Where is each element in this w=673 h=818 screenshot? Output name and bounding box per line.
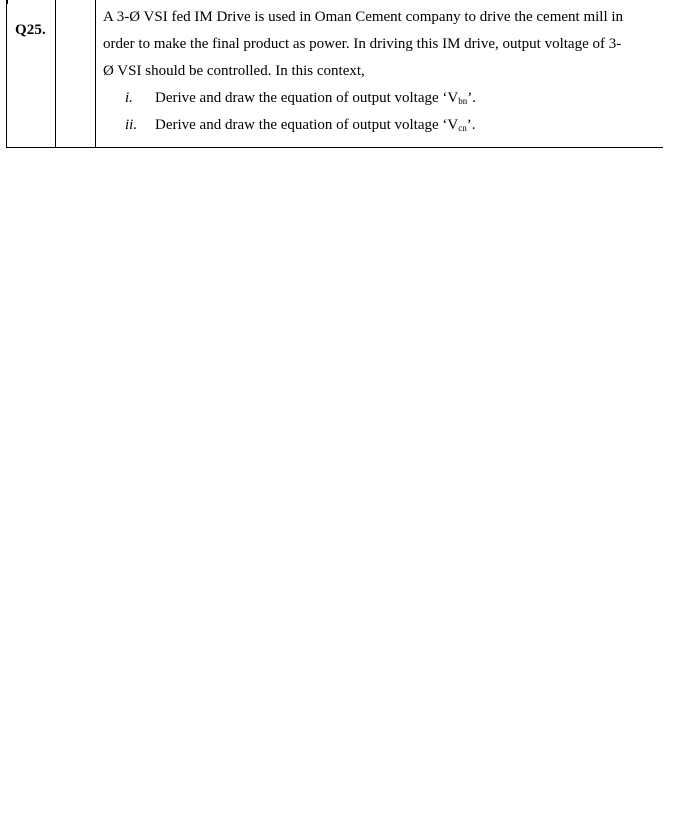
- sub-question-2-text: [155, 112, 476, 142]
- sub-question-1: [103, 85, 661, 112]
- column-divider-1: [55, 0, 56, 147]
- question-content: [103, 4, 661, 139]
- question-line-3: Ø VSI should be controlled. In this context,: [103, 63, 365, 79]
- sub-question-1-text: [155, 85, 476, 115]
- sub-question-2-text-before: Derive and draw the equation of output voltage ‘V: [155, 117, 459, 133]
- tick-left: [7, 0, 8, 4]
- sub-question-2-numeral: ii.: [125, 117, 138, 133]
- question-table: [6, 0, 663, 148]
- sub-question-1-subscript: bn: [458, 96, 468, 106]
- column-divider-2: [95, 0, 96, 147]
- sub-question-2: [103, 112, 661, 139]
- question-number: Q25.: [15, 22, 46, 38]
- sub-question-1-text-after: ’.: [467, 90, 476, 106]
- sub-question-1-text-before: Derive and draw the equation of output voltage ‘V: [155, 90, 459, 106]
- sub-question-1-numeral: i.: [125, 90, 133, 106]
- question-line-1: A 3-Ø VSI fed IM Drive is used in Oman Cement company to drive the cement mill in: [103, 9, 624, 25]
- question-line-2: order to make the final product as power. In driving this IM drive, output voltage of 3-: [103, 36, 622, 52]
- sub-question-2-subscript: cn: [458, 123, 467, 133]
- sub-question-2-text-after: ’.: [466, 117, 476, 133]
